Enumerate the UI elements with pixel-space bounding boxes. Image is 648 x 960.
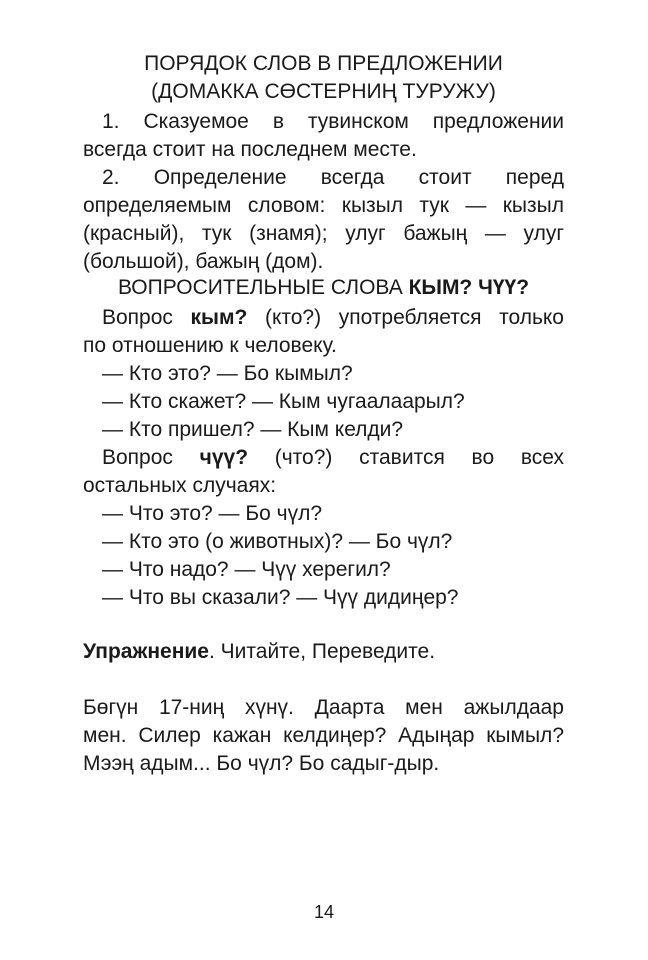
chuu-example-3: — Что надо? — Чүү херегил? [102,558,391,581]
rule-2-line-1: 2. Определение всегда стоит перед [102,166,564,189]
rule-1-line-2: всегда стоит на последнем месте. [83,138,417,161]
chuu-example-2: — Кто это (о животных)? — Бо чүл? [102,530,453,553]
kym-keyword: кым? [190,306,248,329]
kym-rule-suffix: (кто?) употребляется только [247,306,564,329]
section-heading-bold-words: КЫМ? ЧҮҮ? [408,276,530,299]
chuu-keyword: чүү? [199,446,249,469]
chuu-rule-suffix: (что?) ставится во всех [248,446,564,469]
exercise-text-line-2: мен. Силер кажан келдиңер? Адыңар кымыл? [83,724,564,747]
kym-rule-prefix: Вопрос [102,306,191,329]
heading-title: ПОРЯДОК СЛОВ В ПРЕДЛОЖЕНИИ [144,52,503,75]
exercise-text-line-3: Мээң адым... Бо чүл? Бо садыг-дыр. [83,752,440,775]
section-heading-prefix: ВОПРОСИТЕЛЬНЫЕ СЛОВА [117,276,409,299]
kym-example-1: — Кто это? — Бо кымыл? [102,362,353,385]
kym-example-3: — Кто пришел? — Кым келди? [102,418,404,441]
kym-rule-line-1 [83,304,564,332]
exercise-text-line-1: Бөгүн 17-ниң хүнү. Даарта мен ажылдаар [83,696,564,719]
page-number: 14 [313,902,335,922]
chuu-example-1: — Что это? — Бо чүл? [102,502,323,525]
rule-2-line-2: определяемым словом: кызыл тук — кызыл [83,194,564,217]
exercise-heading [83,638,564,666]
chuu-rule-line-2: остальных случаях: [83,474,277,497]
kym-rule-line-2: по отношению к человеку. [83,334,337,357]
chuu-example-4: — Что вы сказали? — Чүү дидиңер? [102,586,459,609]
rule-2-line-3: (красный), тук (знамя); улуг бажың — улуг [83,222,564,245]
exercise-label: Упражнение [83,640,209,663]
heading-subtitle: (ДОМАККА СӨСТЕРНИҢ ТУРУЖУ) [151,80,496,103]
rule-1-line-1: 1. Сказуемое в тувинском предложении [102,110,564,133]
chuu-rule-line-1 [83,444,564,472]
exercise-instruction: . Читайте, Переведите. [208,640,436,663]
rule-2-line-4: (большой), бажың (дом). [83,250,324,273]
section-heading-question-words [83,274,564,302]
chuu-rule-prefix: Вопрос [102,446,200,469]
kym-example-2: — Кто скажет? — Кым чугаалаарыл? [102,390,465,413]
